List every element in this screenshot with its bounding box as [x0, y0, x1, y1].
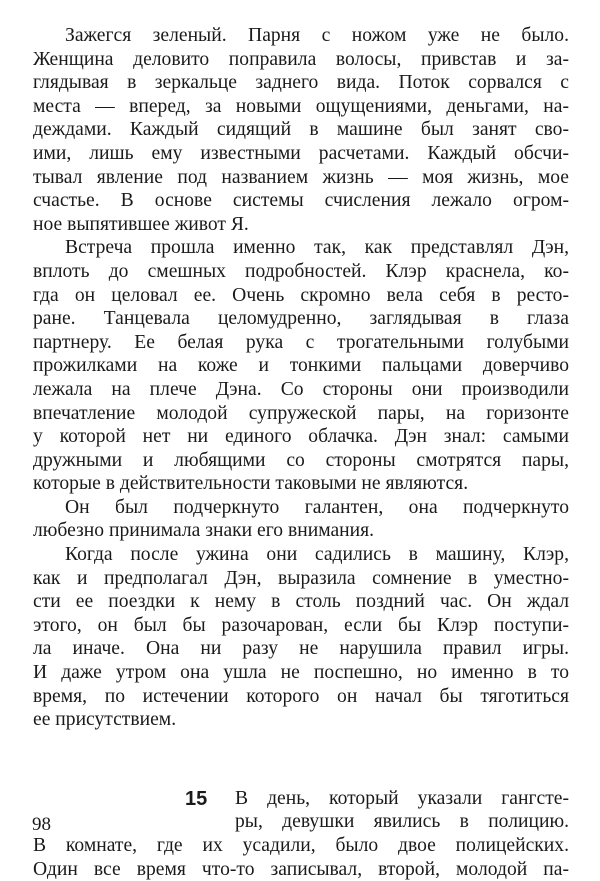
text-line: лежала на плече Дэна. Со стороны они производили — [33, 378, 569, 400]
text-line: счастье. В основе системы счисления лежало огром- — [33, 190, 569, 212]
text-line: Встреча прошла именно так, как представлял Дэн, — [65, 237, 569, 259]
text-line: ее присутствием. — [33, 709, 177, 731]
text-line: ла иначе. Она ни разу не нарушила правил игры. — [33, 638, 569, 660]
text-line: этого, он был бы разочарован, если бы Клэр поступи- — [33, 614, 569, 636]
chapter-heading-line — [33, 810, 569, 834]
book-page — [33, 24, 569, 881]
paragraph-3 — [33, 496, 569, 543]
text-line: ное выпятившее живот Я. — [33, 213, 249, 235]
text-line: В комнате, где их усадили, было двое полицейских. — [33, 835, 569, 856]
text-line: вплоть до смешных подробностей. Клэр краснела, ко- — [33, 260, 569, 282]
text-line: ране. Танцевала целомудренно, заглядывая в глаза — [33, 308, 569, 330]
text-line: И даже утром она ушла не поспешно, но именно в то — [33, 662, 569, 684]
chapter-heading-line — [33, 787, 569, 811]
text-line: тывал явление под названием жизнь — моя жизнь, мое — [33, 166, 569, 188]
text-line: глядывая в зеркальце заднего вида. Поток сорвался с — [33, 72, 569, 94]
text-line: гда он целовал ее. Очень скромно вела себя в ресто- — [33, 284, 569, 306]
text-line: впечатление молодой супружеской пары, на горизонте — [33, 402, 569, 424]
page-number: 98 — [32, 814, 51, 835]
text-line: Зажегся зеленый. Парня с ножом уже не было. — [65, 25, 569, 46]
text-line: деждами. Каждый сидящий в машине был занят сво- — [33, 119, 569, 141]
text-line: В день, который указали гангсте- — [235, 787, 569, 809]
text-line: ры, девушки явились в полицию. — [235, 811, 569, 833]
chapter-15 — [33, 787, 569, 881]
text-line: как и предполагал Дэн, выразила сомнение в уместно- — [33, 567, 569, 589]
text-line: Он был подчеркнуто галантен, она подчеркнуто — [65, 496, 569, 518]
text-line: прожилками на коже и тонкими пальцами доверчиво — [33, 355, 569, 377]
text-line: у которой нет ни единого облачка. Дэн знал: самыми — [33, 426, 569, 448]
text-line: Один все время что-то записывал, второй, молодой па- — [33, 858, 569, 880]
text-line: сти ее поездки к нему в столь поздний час. Он ждал — [33, 591, 569, 613]
paragraph-2 — [33, 236, 569, 496]
text-line: любезно принимала знаки его внимания. — [33, 520, 375, 542]
paragraph-4 — [33, 543, 569, 732]
text-line: партнеру. Ее белая рука с трогательными голубыми — [33, 331, 569, 353]
text-line: места — вперед, за новыми ощущениями, деньгами, на- — [33, 95, 569, 117]
paragraph-1 — [33, 24, 569, 236]
text-line: время, по истечении которого он начал бы тяготиться — [33, 685, 569, 707]
text-line: дружными и любящими со стороны смотрятся пары, — [33, 449, 569, 471]
text-line: ими, лишь ему известными расчетами. Каждый обсчи- — [33, 142, 569, 164]
text-line: которые в действительности таковыми не являются. — [33, 473, 469, 495]
chapter-number: 15 — [185, 787, 208, 810]
text-line: Женщина деловито поправила волосы, привстав и за- — [33, 48, 569, 70]
section-gap — [33, 732, 569, 787]
text-line: Когда после ужина они садились в машину, Клэр, — [65, 544, 569, 566]
